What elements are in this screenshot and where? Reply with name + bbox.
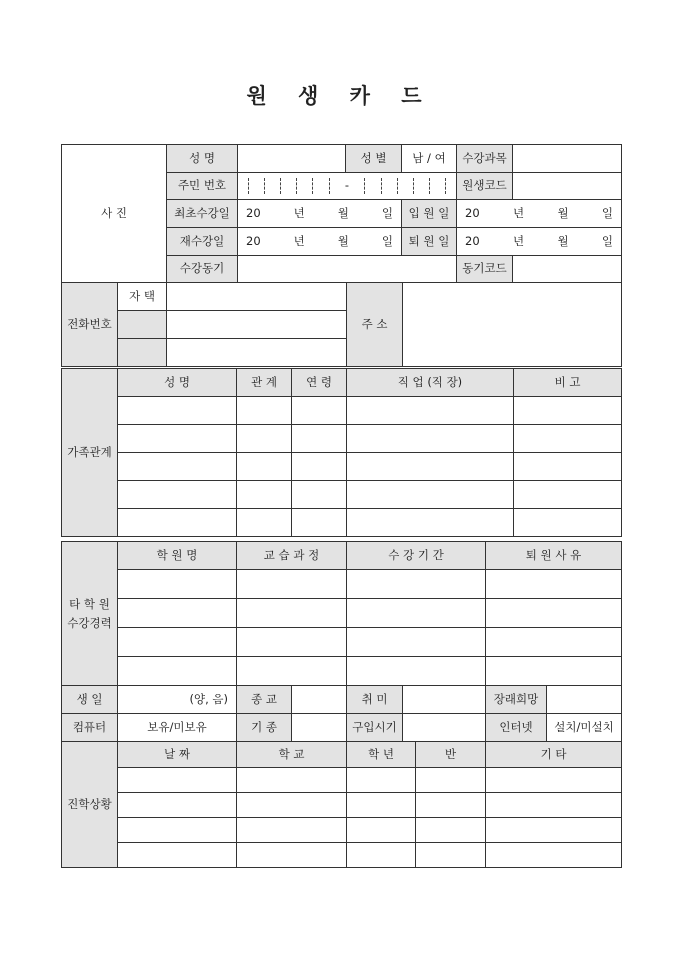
table-row (62, 599, 622, 628)
model-field[interactable] (292, 714, 347, 742)
progress-table (61, 741, 622, 868)
model-label: 기 종 (237, 714, 292, 742)
gender-field[interactable]: 남 / 여 (402, 145, 457, 173)
family-table (61, 368, 622, 537)
gender-label: 성 별 (346, 145, 402, 173)
motive-label: 수강동기 (167, 256, 238, 283)
future-field[interactable] (547, 686, 622, 714)
phone-label: 전화번호 (62, 283, 118, 367)
progress-header-school: 학 교 (237, 742, 347, 768)
rrn-field[interactable] (238, 173, 457, 200)
student-code-label: 원생코드 (457, 173, 513, 200)
progress-header-date: 날 짜 (118, 742, 237, 768)
religion-field[interactable] (292, 686, 347, 714)
home-phone-label: 자 택 (118, 283, 167, 311)
table-row (62, 768, 622, 793)
motive-field[interactable] (238, 256, 457, 283)
phone-field-3[interactable] (167, 339, 347, 367)
rrn-dash: - (344, 178, 350, 193)
basic-info-table (61, 144, 622, 283)
phone-type-2[interactable] (118, 311, 167, 339)
family-header-job: 직 업 (직 장) (347, 369, 514, 397)
academy-header-name: 학 원 명 (118, 542, 237, 570)
enroll-date-field[interactable]: 20 년 월 일 (457, 200, 622, 228)
family-header-relation: 관 계 (237, 369, 292, 397)
progress-header-etc: 기 타 (486, 742, 622, 768)
contact-table (61, 282, 622, 367)
name-label: 성 명 (167, 145, 238, 173)
misc-table (61, 685, 622, 742)
withdraw-label: 퇴 원 일 (402, 228, 457, 256)
table-row (62, 657, 622, 686)
photo-box[interactable]: 사 진 (62, 145, 167, 283)
academy-header-period: 수 강 기 간 (347, 542, 486, 570)
internet-install-field[interactable]: 설치/미설치 (547, 714, 622, 742)
purchase-field[interactable] (403, 714, 486, 742)
table-row (62, 453, 622, 481)
re-date-field[interactable]: 20 년 월 일 (238, 228, 402, 256)
first-date-label: 최초수강일 (167, 200, 238, 228)
student-code-field[interactable] (513, 173, 622, 200)
address-label: 주 소 (347, 283, 403, 367)
purchase-label: 구입시기 (347, 714, 403, 742)
family-header-age: 연 령 (292, 369, 347, 397)
course-field[interactable] (513, 145, 622, 173)
religion-label: 종 교 (237, 686, 292, 714)
withdraw-date-field[interactable]: 20 년 월 일 (457, 228, 622, 256)
hobby-label: 취 미 (347, 686, 403, 714)
table-row (62, 397, 622, 425)
family-header-note: 비 고 (514, 369, 622, 397)
home-phone-field[interactable] (167, 283, 347, 311)
motive-code-label: 동기코드 (457, 256, 513, 283)
name-field[interactable] (238, 145, 346, 173)
progress-label: 진학상황 (62, 742, 118, 868)
phone-type-3[interactable] (118, 339, 167, 367)
academy-header-course: 교 습 과 정 (237, 542, 347, 570)
computer-own-field[interactable]: 보유/미보유 (118, 714, 237, 742)
table-row (62, 481, 622, 509)
motive-code-field[interactable] (513, 256, 622, 283)
birthday-field[interactable] (118, 686, 237, 714)
lunar-solar[interactable]: (양, 음) (189, 691, 228, 706)
family-header-name: 성 명 (118, 369, 237, 397)
progress-header-grade: 학 년 (347, 742, 416, 768)
hobby-field[interactable] (403, 686, 486, 714)
rrn-label: 주민 번호 (167, 173, 238, 200)
academy-header-reason: 퇴 원 사 유 (486, 542, 622, 570)
other-academy-label: 타 학 원 수강경력 (62, 542, 118, 686)
table-row (62, 628, 622, 657)
future-label: 장래희망 (486, 686, 547, 714)
family-label: 가족관계 (62, 369, 118, 537)
course-label: 수강과목 (457, 145, 513, 173)
other-academy-table (61, 541, 622, 686)
table-row (62, 843, 622, 868)
progress-header-class: 반 (416, 742, 486, 768)
first-date-field[interactable]: 20 년 월 일 (238, 200, 402, 228)
computer-label: 컴퓨터 (62, 714, 118, 742)
table-row (62, 570, 622, 599)
re-date-label: 재수강일 (167, 228, 238, 256)
enroll-label: 입 원 일 (402, 200, 457, 228)
page-title: 원 생 카 드 (246, 83, 434, 108)
address-field[interactable] (403, 283, 622, 367)
table-row (62, 818, 622, 843)
birthday-label: 생 일 (62, 686, 118, 714)
table-row (62, 793, 622, 818)
table-row (62, 425, 622, 453)
internet-label: 인터넷 (486, 714, 547, 742)
phone-field-2[interactable] (167, 311, 347, 339)
table-row (62, 509, 622, 537)
